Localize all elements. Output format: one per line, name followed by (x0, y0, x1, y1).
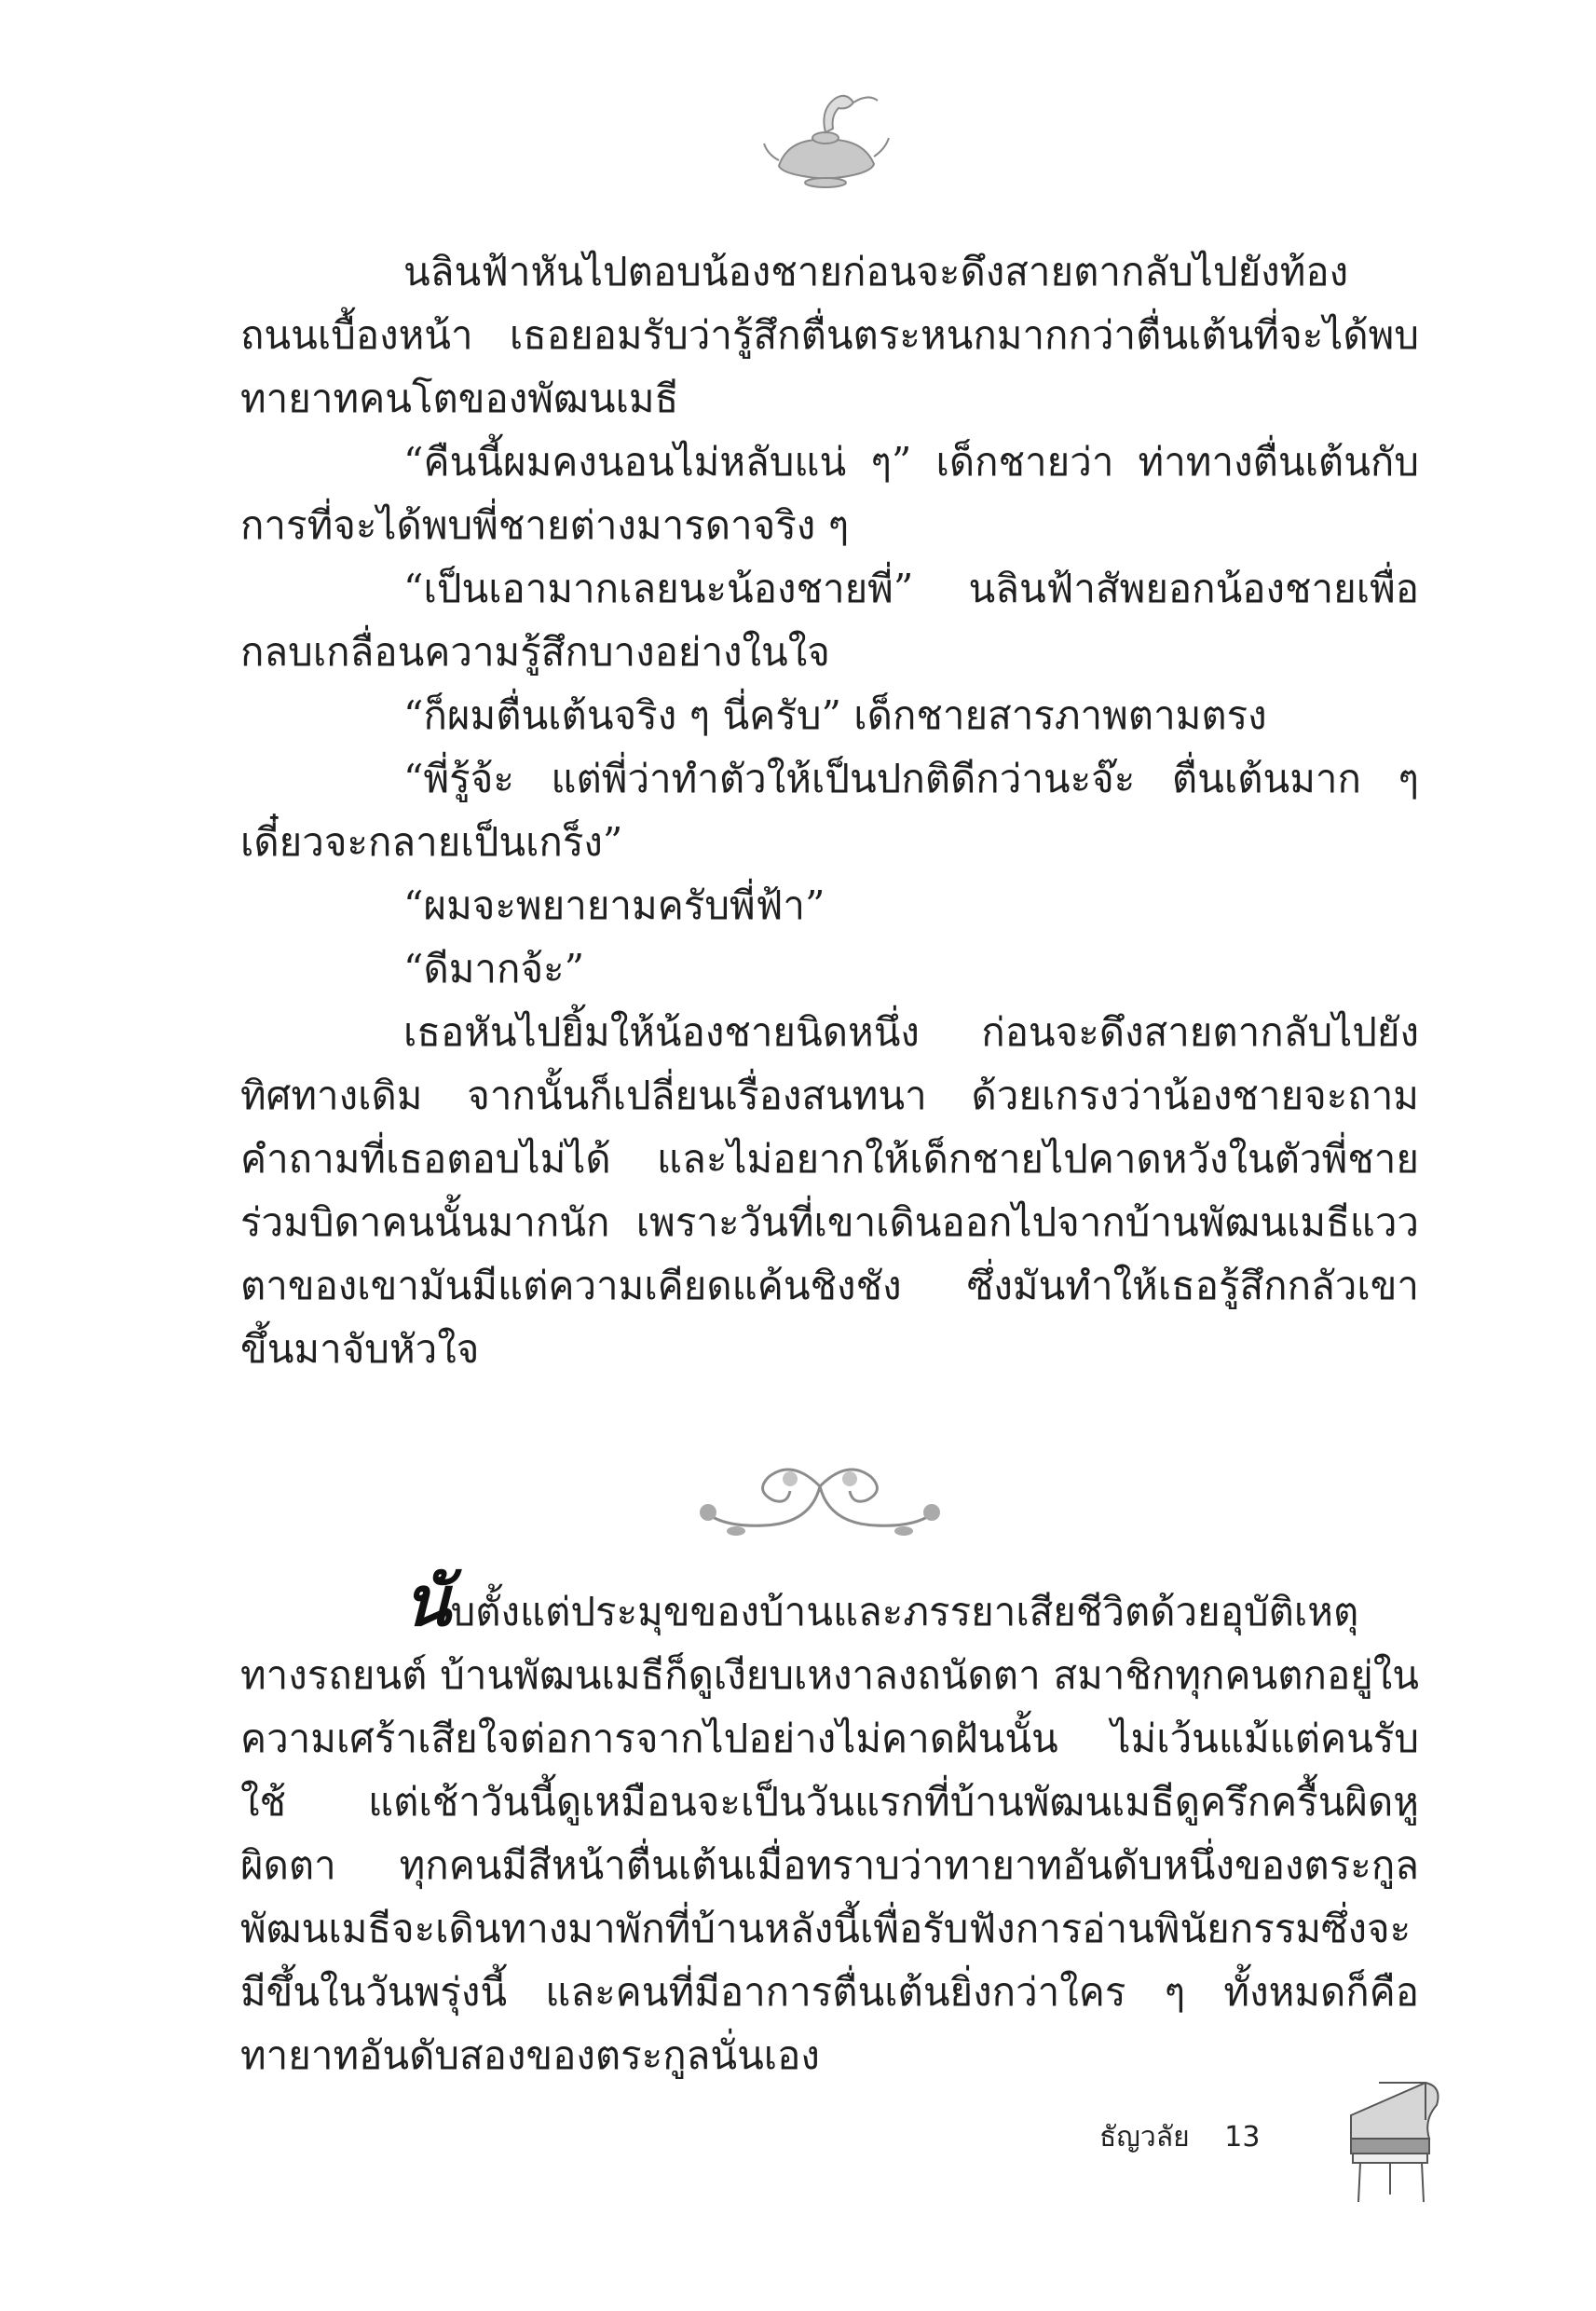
paragraph: นลินฟ้าหันไปตอบน้องชายก่อนจะดึงสายตากลับไปยังท้องถนนเบื้องหน้า เธอยอมรับว่ารู้สึกตื่นตระหนกมากกว่าตื่นเต้นที่จะได้พบทายาทคนโตของพัฒนเมธี (240, 249, 1419, 421)
page-number: 13 (1224, 2121, 1261, 2154)
author-name: ธัญวลัย (1099, 2121, 1190, 2154)
paragraph: “คืนนี้ผมคงนอนไม่หลับแน่ ๆ” เด็กชายว่า ท่าทางตื่นเต้นกับการที่จะได้พบพี่ชายต่างมารดาจริง ๆ (240, 439, 1419, 548)
paragraph: “ก็ผมตื่นเต้นจริง ๆ นี่ครับ” เด็กชายสารภาพตามตรง (403, 692, 1267, 738)
paragraph: “ผมจะพยายามครับพี่ฟ้า” (403, 882, 825, 928)
page-footer (1099, 2115, 1286, 2159)
paragraph: “ดีมากจ้ะ” (403, 946, 585, 991)
paragraph (240, 1562, 1419, 2087)
paragraph: เธอหันไปยิ้มให้น้องชายนิดหนึ่ง ก่อนจะดึงสายตากลับไปยังทิศทางเดิม จากนั้นก็เปลี่ยนเรื่องสนทนา ด้วยเกรงว่าน้องชายจะถามคำถามที่เธอตอบไม่ได้ และไม่อยากให้เด็กชายไปคาดหวังในตัวพี่ชายร่วมบิดาคนนั้นมากนัก เพราะวันที่เขาเดินออกไปจากบ้านพัฒนเมธีแววตาของเขามันมีแต่ความเคียดแค้นชิงชัง ซึ่งมันทำให้เธอรู้สึกกลัวเขาขึ้นมาจับหัวใจ (240, 1009, 1419, 1372)
grand-piano-icon (1332, 2064, 1444, 2208)
section2 (240, 1562, 1419, 2087)
paragraph: “พี่รู้จ้ะ แต่พี่ว่าทำตัวให้เป็นปกติดีกว่านะจ๊ะ ตื่นเต้นมาก ๆ เดี๋ยวจะกลายเป็นเกร็ง” (240, 756, 1419, 865)
paragraph-text: บตั้งแต่ประมุขของบ้านและภรรยาเสียชีวิตด้วยอุบัติเหตุทางรถยนต์ บ้านพัฒนเมธีก็ดูเงียบเหงาลงถนัดตา สมาชิกทุกคนตกอยู่ในความเศร้าเสียใจต่อการจากไปอย่างไม่คาดฝันนั้น ไม่เว้นแม้แต่คนรับใช้ แต่เช้าวันนี้ดูเหมือนจะเป็นวันแรกที่บ้านพัฒนเมธีดูครึกครื้นผิดหูผิดตา ทุกคนมีสีหน้าตื่นเต้นเมื่อทราบว่าทายาทอันดับหนึ่งของตระกูลพัฒนเมธีจะเดินทางมาพักที่บ้านหลังนี้เพื่อรับฟังการอ่านพินัยกรรมซึ่งจะมีขึ้นในวันพรุ่งนี้ และคนที่มีอาการตื่นเต้นยิ่งกว่าใคร ๆ ทั้งหมดก็คือทายาทอันดับสองของตระกูลนั่นเอง (240, 1589, 1419, 2078)
genie-lamp-icon (760, 82, 891, 194)
floral-divider-icon (680, 1449, 960, 1556)
drop-cap: นั (403, 1562, 451, 1642)
section1 (240, 240, 1419, 1381)
paragraph: “เป็นเอามากเลยนะน้องชายพี่” นลินฟ้าสัพยอกน้องชายเพื่อกลบเกลื่อนความรู้สึกบางอย่างในใจ (240, 566, 1419, 675)
